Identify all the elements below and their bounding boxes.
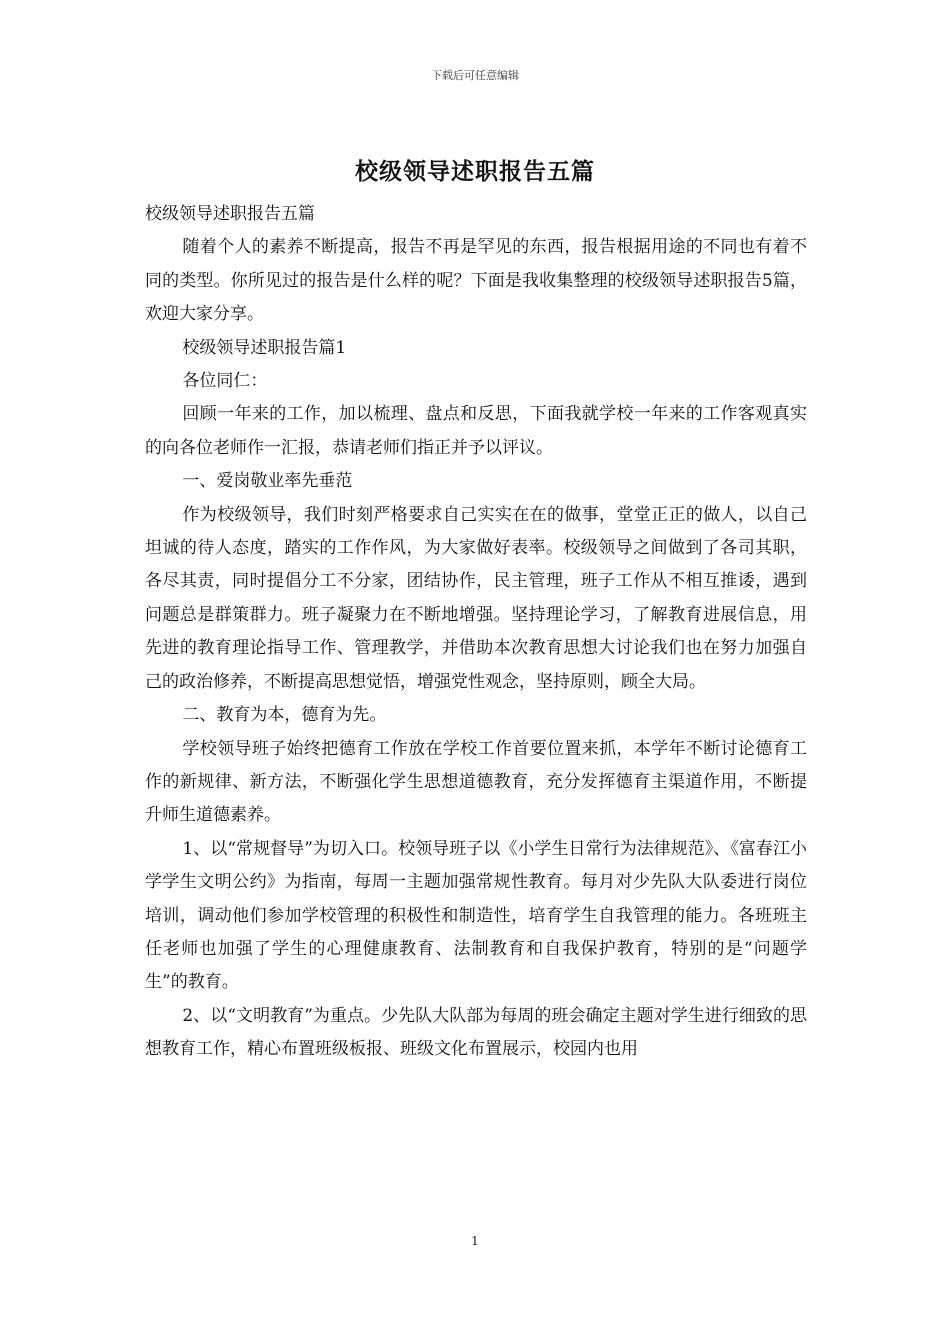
body-paragraph: 2、以“文明教育”为重点。少先队大队部为每周的班会确定主题对学生进行细致的思想教育工作，精心布置班级板报、班级文化布置展示，校园内也用 (145, 1005, 807, 1060)
section-heading: 二、教育为本，德育为先。 (182, 705, 387, 726)
body-paragraph: 校级领导述职报告五篇 (145, 204, 315, 224)
section-heading: 校级领导述职报告篇1 (182, 337, 347, 358)
document-title: 校级领导述职报告五篇 (355, 158, 595, 185)
section-heading: 一、爱岗敬业率先垂范 (182, 471, 353, 492)
document-body (145, 198, 807, 1067)
body-paragraph: 作为校级领导，我们时刻严格要求自己实实在在的做事，堂堂正正的做人，以自己坦诚的待人态度，踏实的工作作风，为大家做好表率。校级领导之间做到了各司其职，各尽其责，同时提倡分工不分家，团结协作，民主管理，班子工作从不相互推诿，遇到问题总是群策群力。班子凝聚力在不断地增强。坚持理论学习，了解教育进展信息，用先进的教育理论指导工作、管理教学，并借助本次教育思想大讨论我们也在努力加强自己的政治修养，不断提高思想觉悟，增强党性观念，坚持原则，顾全大局。 (145, 504, 807, 692)
page-number: 1 (471, 1234, 479, 1248)
body-paragraph: 随着个人的素养不断提高，报告不再是罕见的东西，报告根据用途的不同也有着不同的类型。你所见过的报告是什么样的呢？下面是我收集整理的校级领导述职报告5篇，欢迎大家分享。 (145, 237, 807, 325)
salutation: 各位同仁： (182, 371, 268, 392)
body-paragraph: 回顾一年来的工作，加以梳理、盘点和反思，下面我就学校一年来的工作客观真实的向各位老师作一汇报，恭请老师们指正并予以评议。 (145, 404, 807, 458)
body-paragraph: 学校领导班子始终把德育工作放在学校工作首要位置来抓，本学年不断讨论德育工作的新规律、新方法，不断强化学生思想道德教育，充分发挥德育主渠道作用，不断提升师生道德素养。 (145, 738, 807, 826)
body-paragraph: 1、以“常规督导”为切入口。校领导班子以《小学生日常行为法律规范》、《富春江小学学生文明公约》为指南，每周一主题加强常规性教育。每月对少先队大队委进行岗位培训，调动他们参加学校管理的积极性和制造性，培育学生自我管理的能力。各班班主任老师也加强了学生的心理健康教育、法制教育和自我保护教育，特别的是“问题学生”的教育。 (145, 838, 807, 993)
header-note: 下载后可任意编辑 (431, 69, 519, 82)
